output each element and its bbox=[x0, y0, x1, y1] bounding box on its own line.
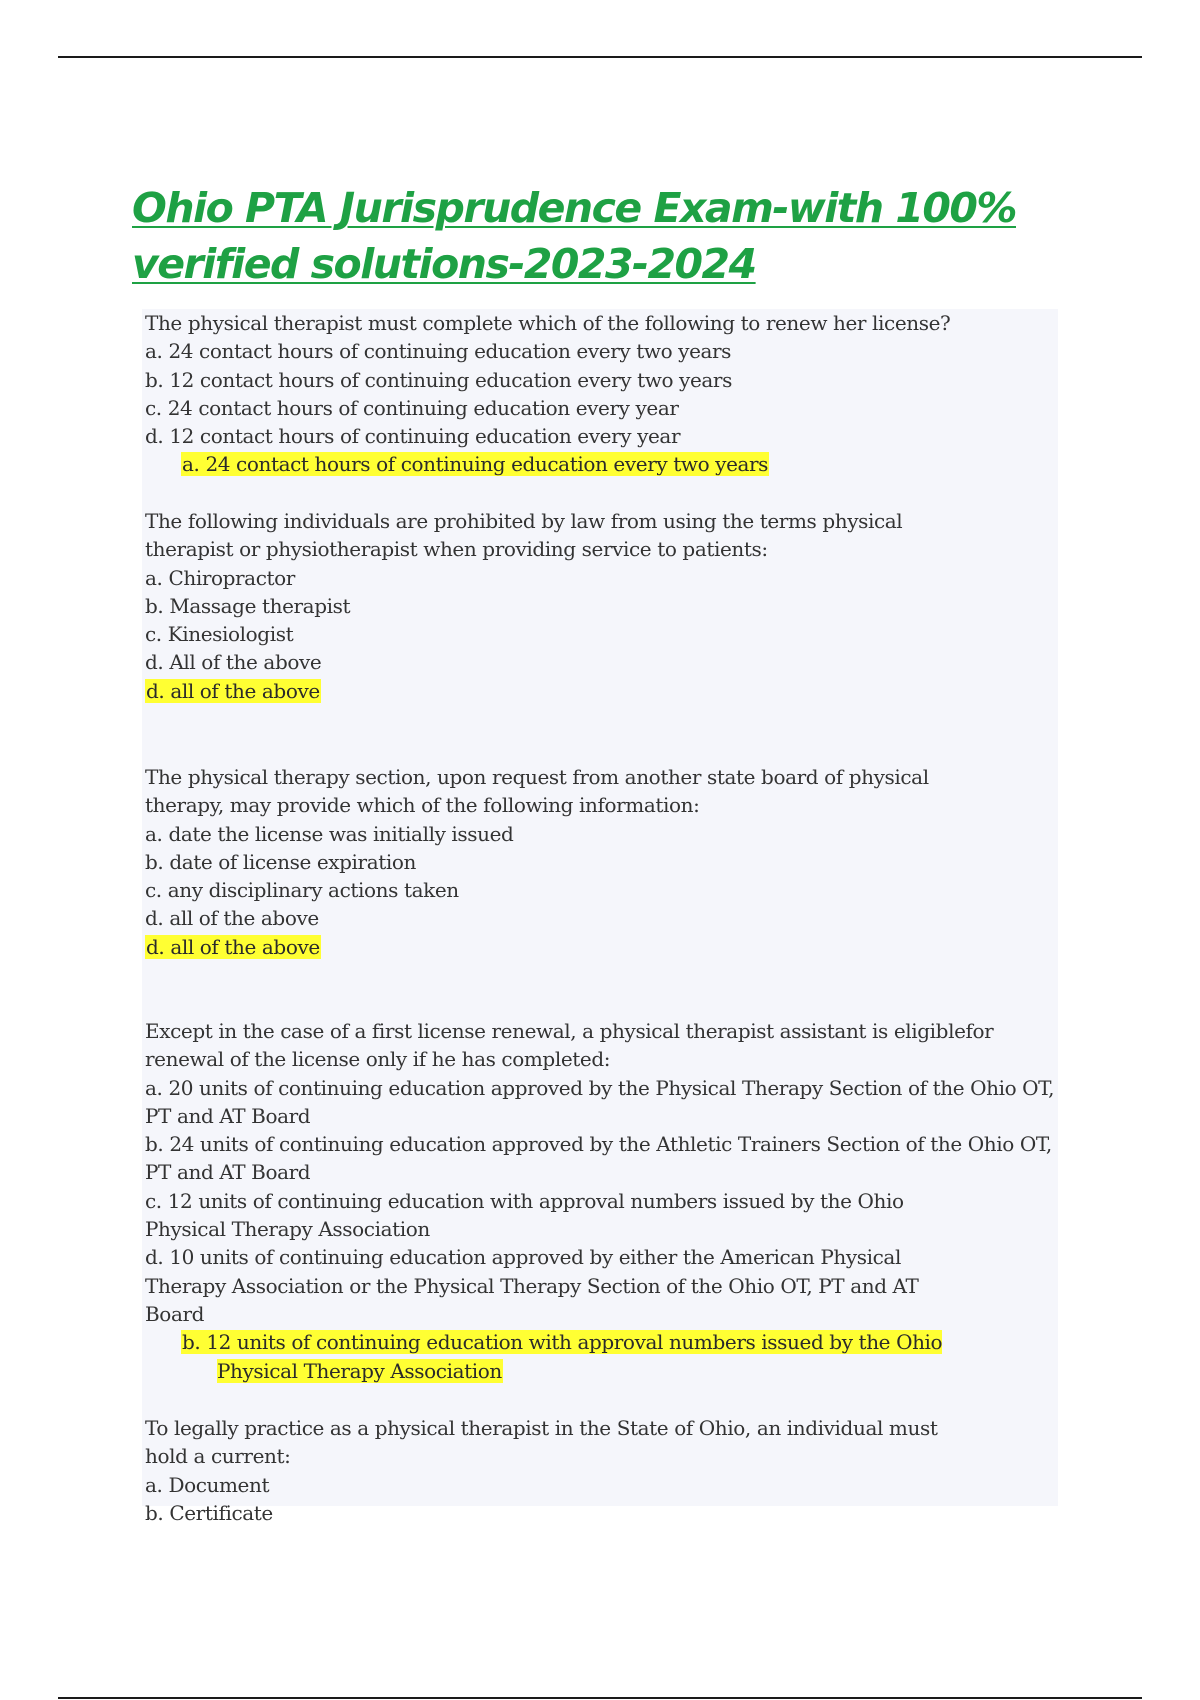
option-b: b. Certificate bbox=[145, 1500, 273, 1525]
highlighted-answer: b. 12 units of continuing education with approval numbers issued by the Ohio Physical Therapy Association bbox=[182, 1330, 943, 1383]
option-c: c. Kinesiologist bbox=[145, 622, 294, 647]
question-2 bbox=[145, 507, 1055, 705]
option-c: c. 24 contact hours of continuing education every year bbox=[145, 395, 679, 420]
question-4 bbox=[145, 1017, 1055, 1385]
option-d: d. All of the above bbox=[145, 650, 322, 675]
question-5 bbox=[145, 1414, 1055, 1527]
option-a: a. 24 contact hours of continuing education every two years bbox=[145, 339, 732, 364]
answer-block bbox=[145, 1328, 1007, 1385]
question-stem-line-2: therapy, may provide which of the following information: bbox=[145, 793, 700, 818]
answer-block bbox=[145, 450, 1055, 478]
question-stem-line-1: Except in the case of a first license renewal, a physical therapist assistant is eligiblefor bbox=[145, 1019, 994, 1043]
highlighted-answer: a. 24 contact hours of continuing education every two years bbox=[182, 452, 769, 477]
question-stem-line-1: To legally practice as a physical therapist in the State of Ohio, an individual must bbox=[145, 1416, 938, 1440]
option-c: c. 12 units of continuing education with approval numbers issued by the Ohio Physical Therapy Association bbox=[145, 1188, 904, 1242]
highlighted-answer: d. all of the above bbox=[146, 678, 320, 703]
answer-block bbox=[145, 677, 1055, 705]
option-b: b. 12 contact hours of continuing education every two years bbox=[145, 367, 732, 392]
question-stem-line-1: The physical therapy section, upon request from another state board of physical bbox=[145, 765, 929, 789]
document-title: Ohio PTA Jurisprudence Exam-with 100% verified solutions-2023-2024 bbox=[132, 184, 1016, 288]
option-d: d. 12 contact hours of continuing education every year bbox=[145, 424, 681, 449]
answer-block bbox=[145, 933, 1055, 961]
option-d: d. all of the above bbox=[145, 906, 319, 931]
question-stem-line-2: hold a current: bbox=[145, 1444, 291, 1469]
option-c: c. any disciplinary actions taken bbox=[145, 878, 459, 903]
option-b: b. 24 units of continuing education approved by the Athletic Trainers Section of the Ohio OT, PT and AT Board bbox=[145, 1132, 1052, 1185]
footer-rule bbox=[58, 1697, 1142, 1699]
option-b: b. date of license expiration bbox=[145, 849, 416, 874]
header-rule bbox=[58, 56, 1142, 58]
option-a: a. 20 units of continuing education approved by the Physical Therapy Section of the Ohio OT, PT and AT Board bbox=[145, 1075, 1055, 1128]
highlighted-answer: d. all of the above bbox=[146, 934, 320, 959]
question-1 bbox=[145, 309, 1055, 479]
question-stem-line-1: The following individuals are prohibited by law from using the terms physical bbox=[145, 509, 903, 533]
question-stem: The physical therapist must complete which of the following to renew her license? bbox=[145, 311, 951, 335]
question-3 bbox=[145, 763, 1055, 961]
option-d: d. 10 units of continuing education approved by either the American Physical Therapy Association or the Physical Therapy Section of the Ohio OT, PT and AT Board bbox=[145, 1245, 919, 1326]
question-stem-line-2: renewal of the license only if he has completed: bbox=[145, 1047, 611, 1072]
question-stem-line-2: therapist or physiotherapist when providing service to patients: bbox=[145, 537, 768, 562]
option-b: b. Massage therapist bbox=[145, 593, 351, 618]
option-a: a. date the license was initially issued bbox=[145, 821, 514, 846]
option-a: a. Chiropractor bbox=[145, 565, 295, 590]
option-a: a. Document bbox=[145, 1472, 270, 1497]
